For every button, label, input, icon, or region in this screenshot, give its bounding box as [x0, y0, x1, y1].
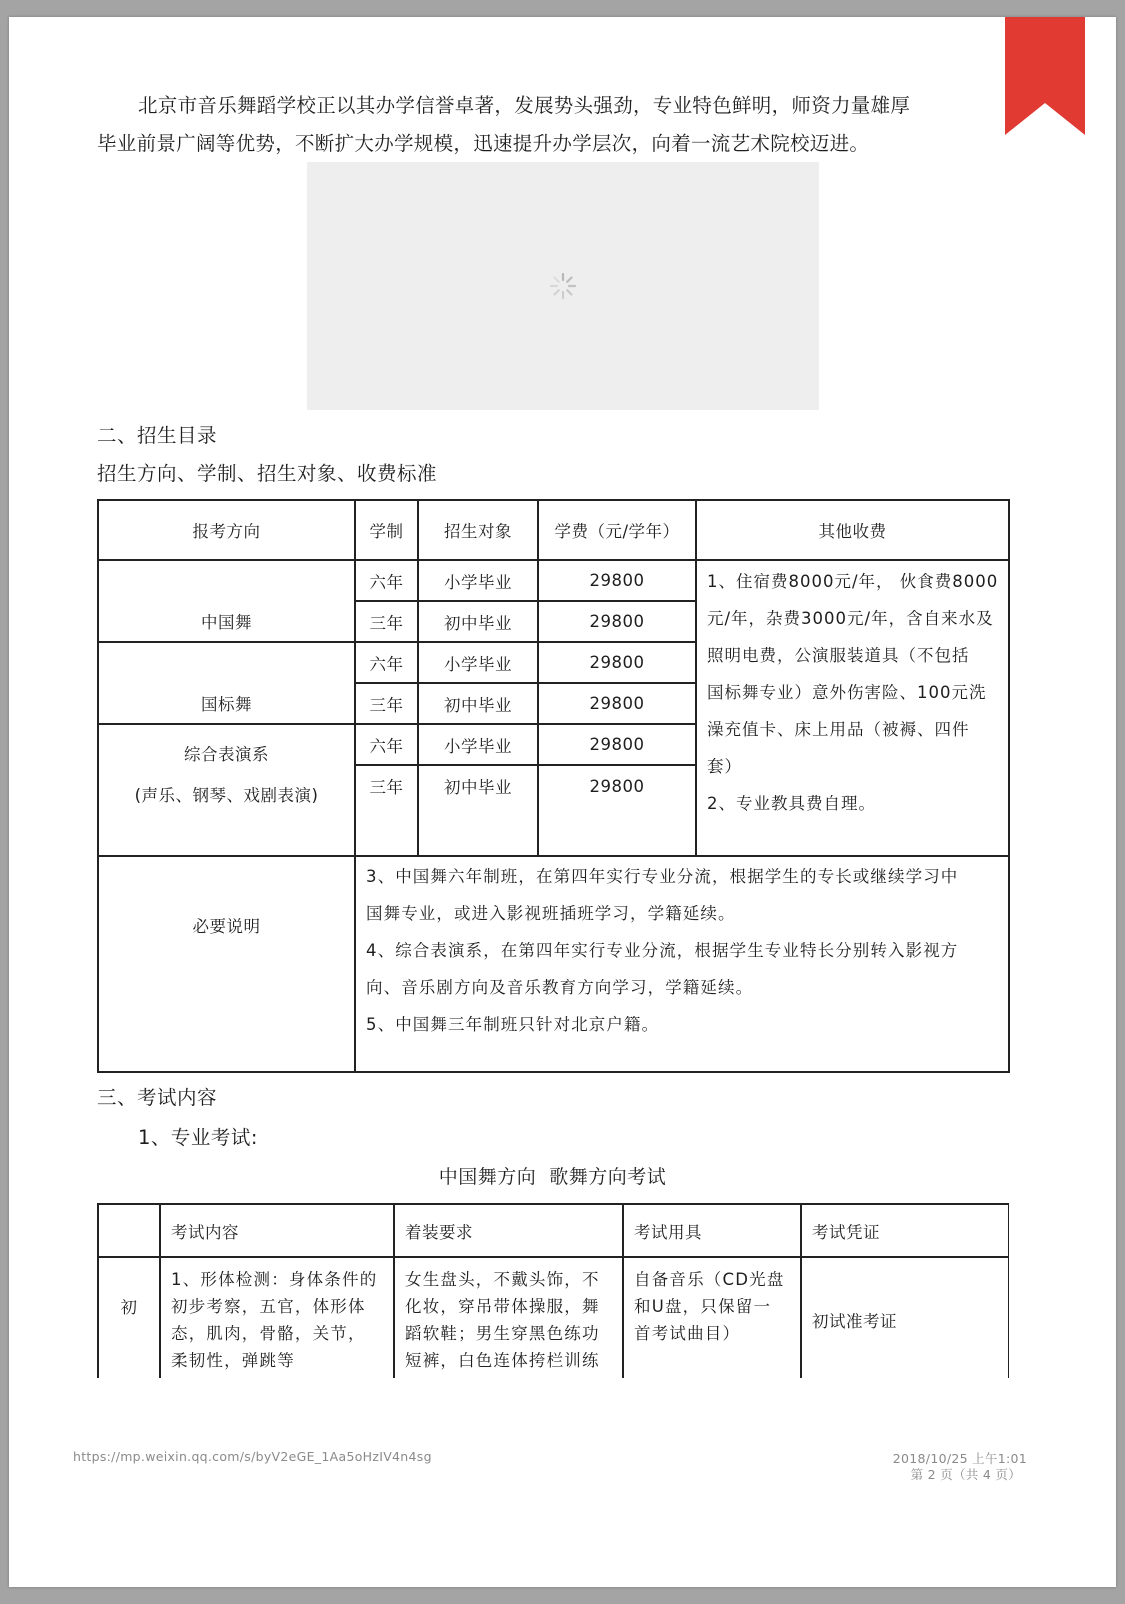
target-cell: 小学毕业 [418, 642, 538, 683]
exam-table-title: 中国舞方向 歌舞方向考试 [438, 1166, 667, 1188]
exam-tools-line: 首考试曲目） [634, 1324, 741, 1343]
exam-dress-line: 蹈软鞋；男生穿黑色练功 [405, 1324, 600, 1343]
other-fees-line: 澡充值卡、床上用品（被褥、四件 [707, 720, 970, 739]
note-line: 4、综合表演系，在第四年实行专业分流，根据学生专业特长分别转入影视方 [366, 941, 959, 960]
footer-page-number: 第 2 页（共 4 页） [910, 1467, 1021, 1482]
direction-performance-subtitle: (声乐、钢琴、戏剧表演) [134, 786, 319, 805]
header-direction: 报考方向 [98, 500, 355, 560]
exam-tools-cell [623, 1257, 801, 1378]
exam-header-tools: 考试用具 [623, 1204, 801, 1257]
notes-row [98, 856, 1009, 1072]
exam-header-dress: 着装要求 [394, 1204, 623, 1257]
intro-line-2: 毕业前景广阔等优势，不断扩大办学规模，迅速提升办学层次，向着一流艺术院校迈进。 [97, 132, 870, 155]
notes-cell [355, 856, 1009, 1072]
direction-ballroom: 国标舞 [98, 642, 355, 724]
other-fees-line: 照明电费，公演服装道具（不包括 [707, 646, 970, 665]
section-2-heading: 二、招生目录 [97, 424, 218, 447]
fee-cell: 29800 [538, 601, 696, 642]
target-cell: 初中毕业 [418, 765, 538, 806]
other-fees-line: 1、住宿费8000元/年， 伙食费8000 [707, 572, 999, 591]
section-2-subheading: 招生方向、学制、招生对象、收费标准 [97, 462, 438, 485]
exam-row [98, 1257, 1009, 1378]
target-cell: 初中毕业 [418, 683, 538, 724]
target-cell: 初中毕业 [418, 601, 538, 642]
other-fees-line: 2、专业教具费自理。 [707, 794, 876, 813]
exam-dress-cell [394, 1257, 623, 1378]
other-fees-line: 国标舞专业）意外伤害险、100元洗 [707, 683, 987, 702]
exam-content-line: 1、形体检测：身体条件的 [171, 1270, 378, 1289]
note-line: 向、音乐剧方向及音乐教育方向学习，学籍延续。 [366, 978, 754, 997]
empty-cell [538, 806, 696, 856]
exam-content-line: 柔韧性，弹跳等 [171, 1351, 295, 1370]
exam-header-credential: 考试凭证 [801, 1204, 1009, 1257]
exam-content-cell [160, 1257, 394, 1378]
exam-content-line: 初步考察，五官，体形体 [171, 1297, 366, 1316]
exam-tools-line: 和U盘，只保留一 [634, 1297, 772, 1316]
exam-dress-line: 化妆，穿吊带体操服，舞 [405, 1297, 600, 1316]
document-page [9, 17, 1116, 1587]
header-other-fees: 其他收费 [696, 500, 1009, 560]
exam-credential-cell: 初试准考证 [801, 1257, 1009, 1378]
target-cell: 小学毕业 [418, 560, 538, 601]
exam-tools-line: 自备音乐（CD光盘 [634, 1270, 785, 1289]
fee-cell: 29800 [538, 765, 696, 806]
section-3-sub: 1、专业考试: [138, 1126, 258, 1149]
exam-table-clip [97, 1203, 1009, 1378]
intro-line-1: 北京市音乐舞蹈学校正以其办学信誉卓著，发展势头强劲，专业特色鲜明，师资力量雄厚 [138, 94, 911, 117]
exam-row-label: 初 [98, 1257, 160, 1378]
direction-performance-title: 综合表演系 [184, 745, 269, 764]
exam-dress-line: 女生盘头，不戴头饰，不 [405, 1270, 600, 1289]
other-fees-line: 元/年，杂费3000元/年，含自来水及 [707, 609, 994, 628]
empty-cell [418, 806, 538, 856]
years-cell: 三年 [355, 601, 418, 642]
enrollment-table [97, 499, 1010, 1073]
exam-dress-line: 短裤，白色连体挎栏训练 [405, 1351, 600, 1370]
header-fee: 学费（元/学年） [538, 500, 696, 560]
years-cell: 六年 [355, 642, 418, 683]
exam-header-row [98, 1204, 1009, 1257]
years-cell: 六年 [355, 724, 418, 765]
fee-cell: 29800 [538, 642, 696, 683]
exam-content-line: 态，肌肉，骨骼，关节， [171, 1324, 366, 1343]
table-row [98, 560, 1009, 601]
exam-header-blank [98, 1204, 160, 1257]
direction-chinese-dance: 中国舞 [98, 560, 355, 642]
table-header-row [98, 500, 1009, 560]
target-cell: 小学毕业 [418, 724, 538, 765]
exam-table [97, 1203, 1009, 1378]
note-line: 5、中国舞三年制班只针对北京户籍。 [366, 1015, 660, 1034]
header-target: 招生对象 [418, 500, 538, 560]
other-fees-cell [696, 560, 1009, 856]
note-line: 国舞专业，或进入影视班插班学习，学籍延续。 [366, 904, 736, 923]
empty-cell [355, 806, 418, 856]
fee-cell: 29800 [538, 560, 696, 601]
intro-paragraph [97, 87, 910, 163]
other-fees-line: 套） [707, 757, 742, 776]
direction-performance [98, 724, 355, 856]
note-line: 3、中国舞六年制班，在第四年实行专业分流，根据学生的专长或继续学习中 [366, 867, 959, 886]
loading-spinner-icon [549, 272, 577, 300]
exam-header-content: 考试内容 [160, 1204, 394, 1257]
fee-cell: 29800 [538, 724, 696, 765]
years-cell: 三年 [355, 683, 418, 724]
fee-cell: 29800 [538, 683, 696, 724]
footer-url[interactable]: https://mp.weixin.qq.com/s/byV2eGE_1Aa5oHzIV4n4sg [73, 1449, 432, 1464]
years-cell: 三年 [355, 765, 418, 806]
years-cell: 六年 [355, 560, 418, 601]
notes-label: 必要说明 [98, 856, 355, 1072]
header-years: 学制 [355, 500, 418, 560]
image-placeholder [307, 162, 819, 410]
section-3-heading: 三、考试内容 [97, 1086, 218, 1109]
footer-datetime: 2018/10/25 上午1:01 [892, 1451, 1027, 1466]
